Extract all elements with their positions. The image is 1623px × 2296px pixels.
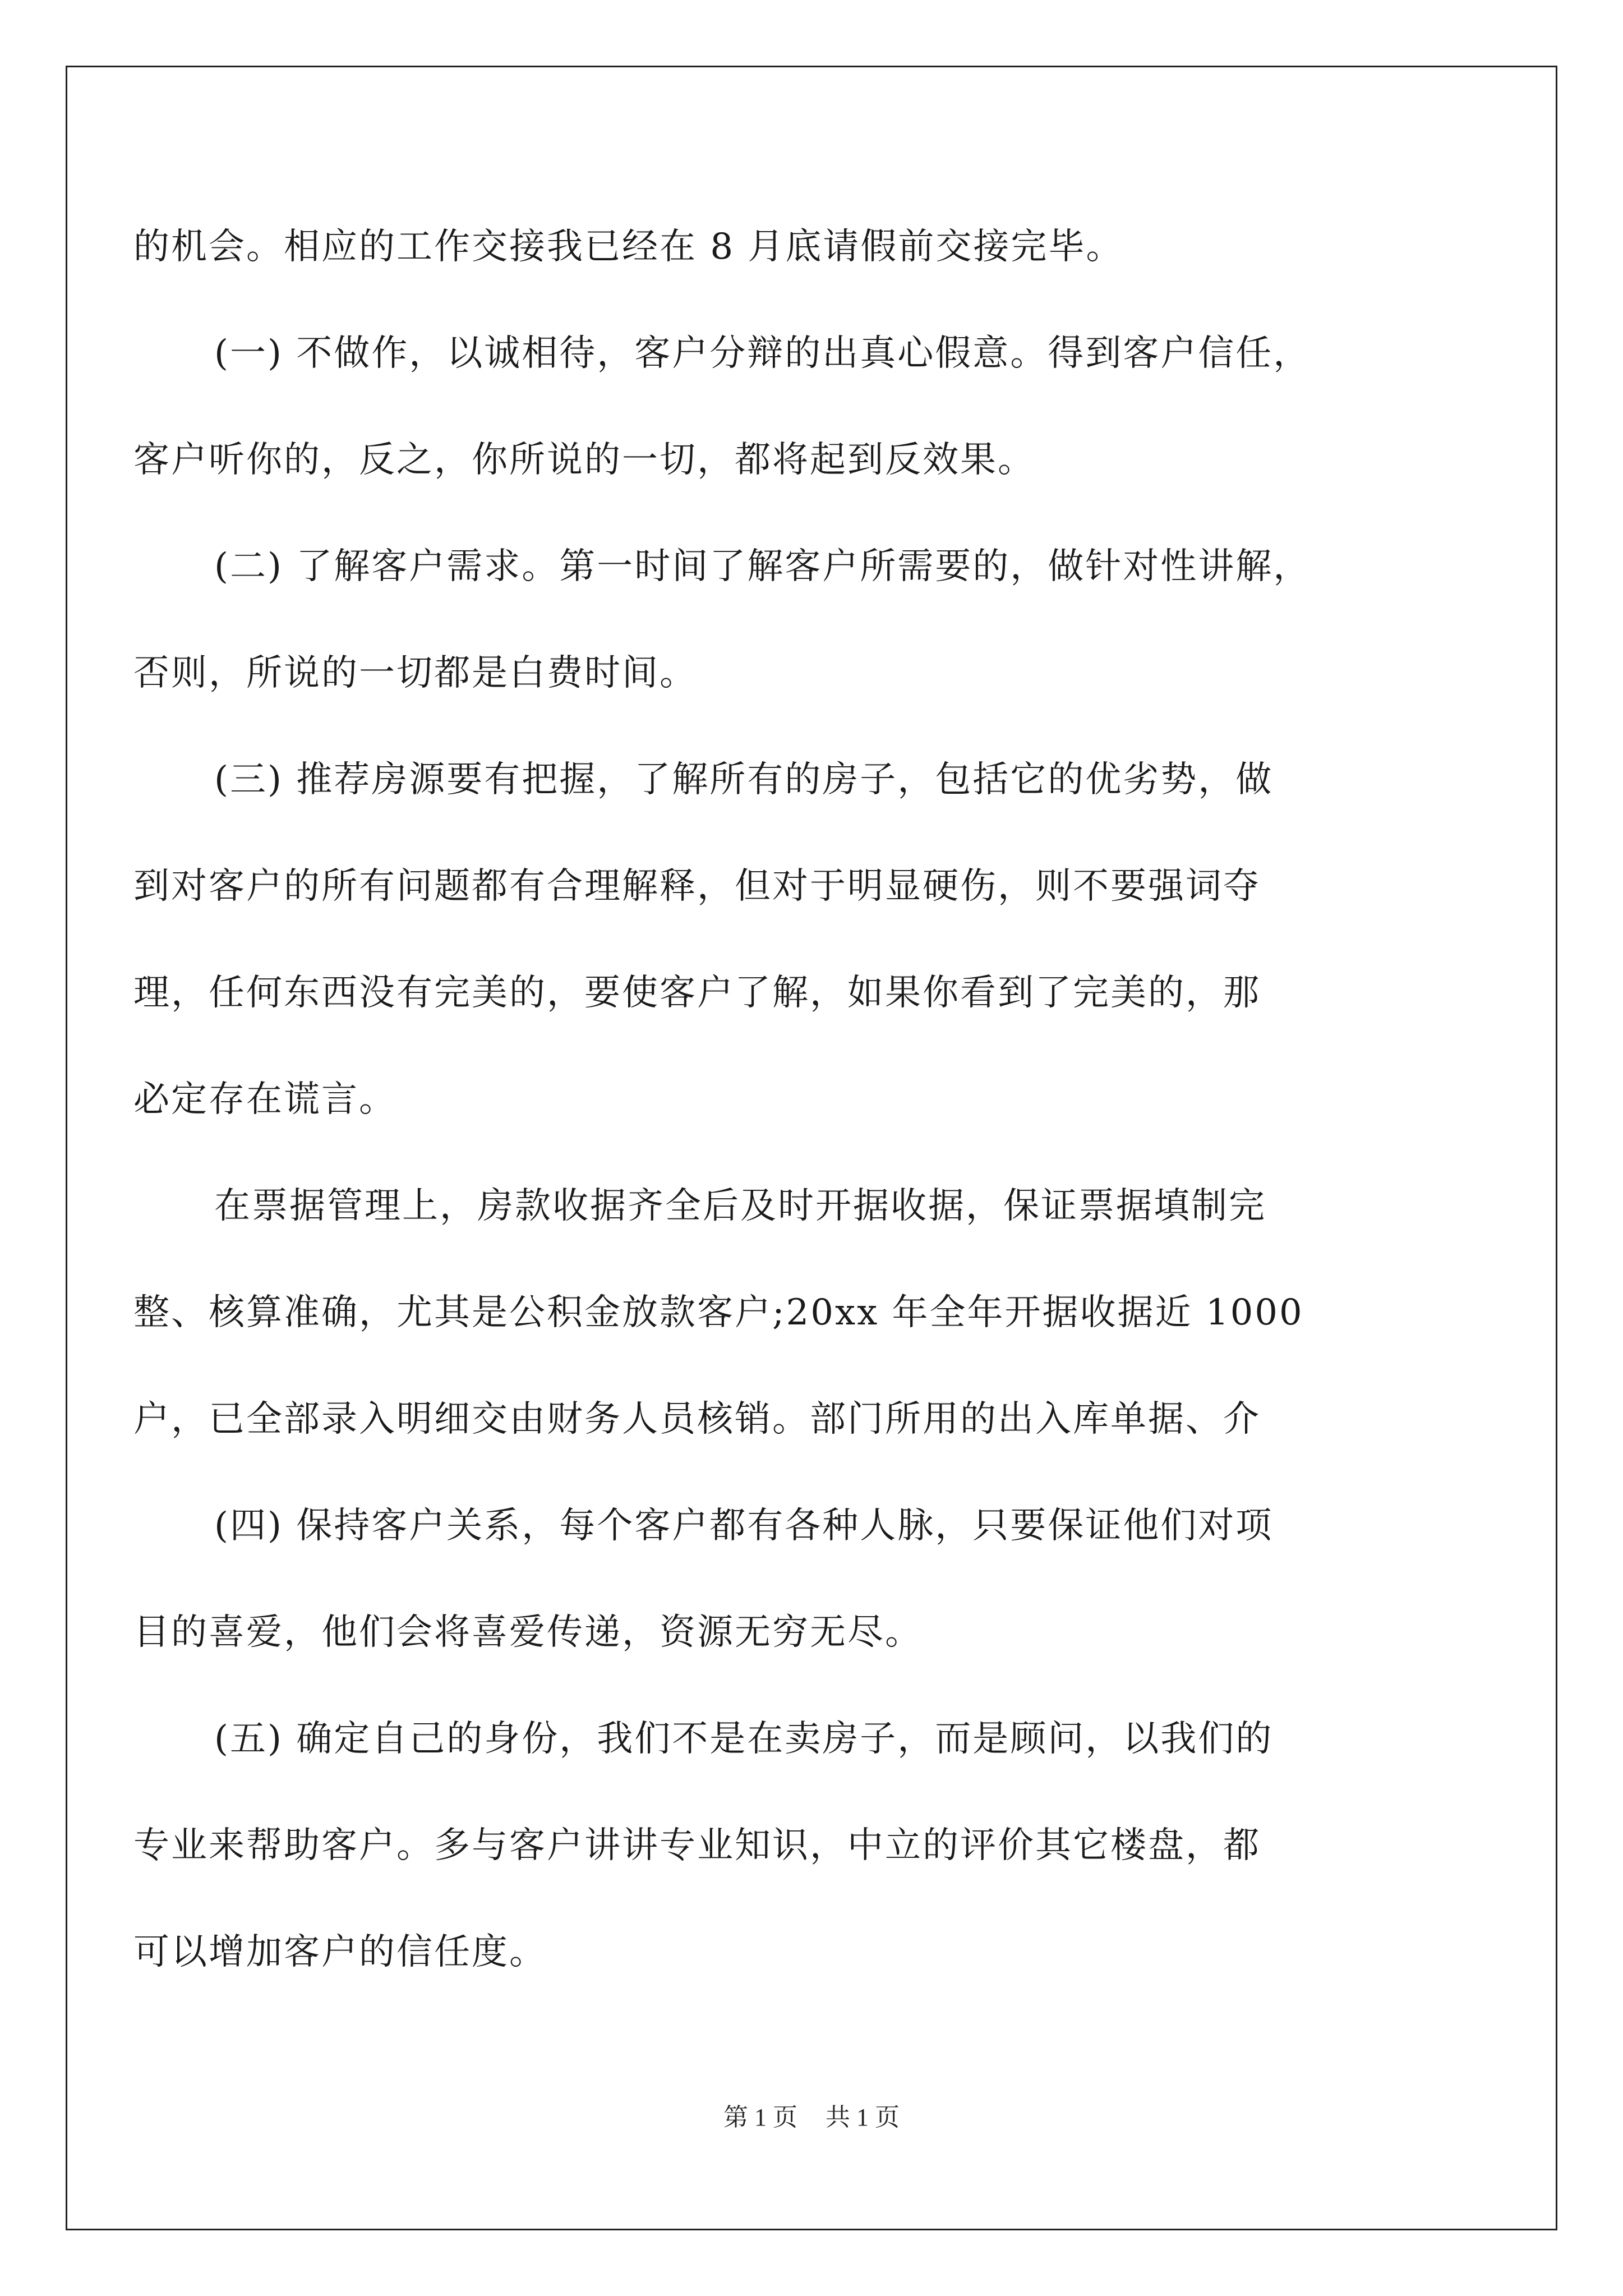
text-line: 目的喜爱，他们会将喜爱传递，资源无穷无尽。 [133, 1612, 923, 1653]
text-line: (三) 推荐房源要有把握，了解所有的房子，包括它的优劣势，做 [214, 759, 1274, 800]
text-line: 到对客户的所有问题都有合理解释，但对于明显硬伤，则不要强词夺 [133, 866, 1261, 907]
text-line: 否则，所说的一切都是白费时间。 [133, 652, 697, 694]
page-number-current: 第 1 页 [723, 2104, 797, 2131]
text-line: (二) 了解客户需求。第一时间了解客户所需要的，做针对性讲解， [214, 546, 1311, 587]
page-number-total: 共 1 页 [826, 2104, 900, 2131]
document-body [133, 194, 1429, 2005]
text-line: 必定存在谎言。 [133, 1079, 396, 1120]
text-line: 在票据管理上，房款收据齐全后及时开据收据，保证票据填制完 [214, 1185, 1266, 1227]
body-text [133, 194, 1429, 2005]
text-line: 户，已全部录入明细交由财务人员核销。部门所用的出入库单据、介 [133, 1398, 1261, 1440]
text-line: 理，任何东西没有完美的，要使客户了解，如果你看到了完美的，那 [133, 972, 1261, 1014]
text-line: 客户听你的，反之，你所说的一切，都将起到反效果。 [133, 439, 1035, 481]
text-line: 的机会。相应的工作交接我已经在 8 月底请假前交接完毕。 [133, 226, 1124, 268]
page-footer [0, 2097, 1623, 2133]
text-line: (五) 确定自己的身份，我们不是在卖房子，而是顾问，以我们的 [214, 1718, 1274, 1760]
text-line: 整、核算准确，尤其是公积金放款客户;20xx 年全年开据收据近 1000 [133, 1292, 1304, 1333]
text-line: (四) 保持客户关系，每个客户都有各种人脉，只要保证他们对项 [214, 1505, 1274, 1547]
text-line: 可以增加客户的信任度。 [133, 1931, 547, 1973]
text-line: 专业来帮助客户。多与客户讲讲专业知识，中立的评价其它楼盘，都 [133, 1825, 1261, 1866]
text-line: (一) 不做作，以诚相待，客户分辩的出真心假意。得到客户信任， [214, 333, 1311, 374]
